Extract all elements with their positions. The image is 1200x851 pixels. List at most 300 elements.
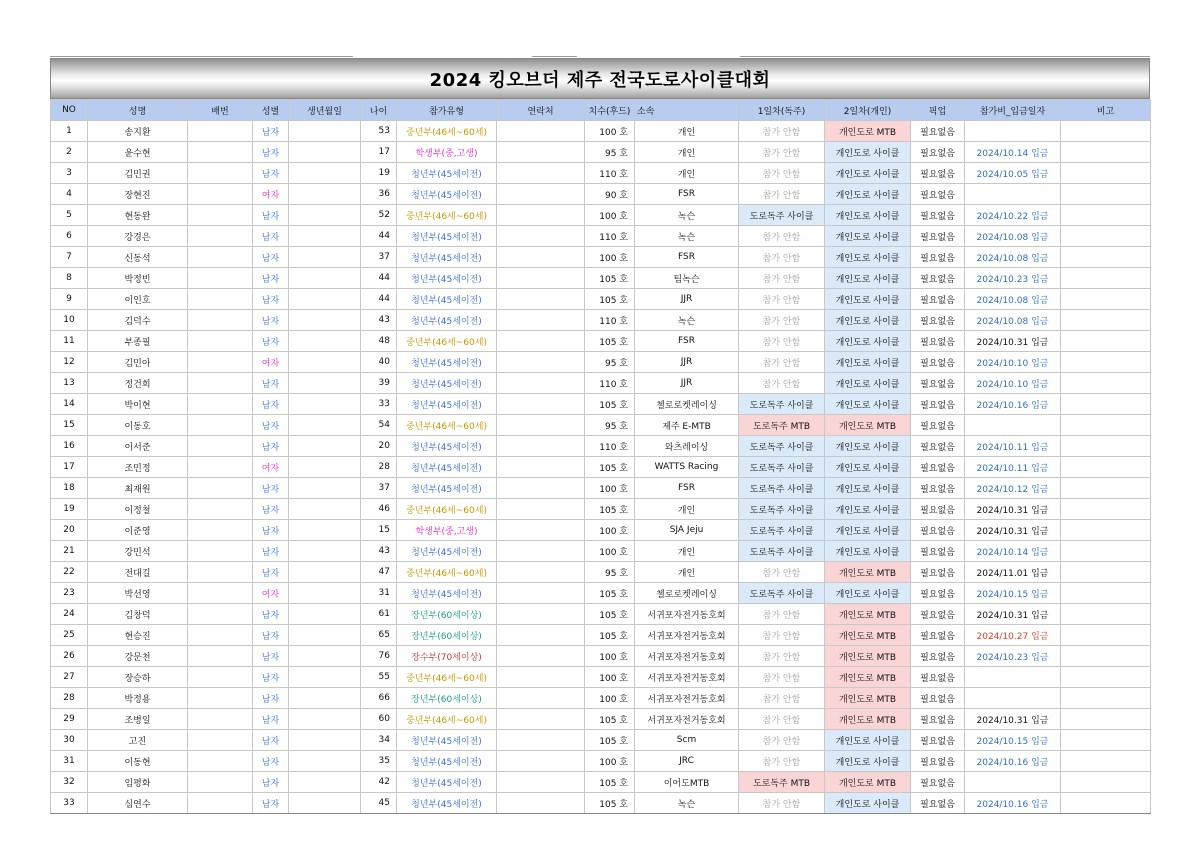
- pickup-cell: 필요없음: [911, 646, 965, 667]
- pickup-cell: 필요없음: [911, 247, 965, 268]
- age-cell: 19: [361, 163, 397, 184]
- name-cell: 전대길: [88, 562, 188, 583]
- day2-cell: 개인도로 사이클: [825, 226, 911, 247]
- birthdate-cell: [289, 667, 361, 688]
- age-cell: 35: [361, 751, 397, 772]
- bib-cell: [188, 289, 253, 310]
- day2-cell: 개인도로 사이클: [825, 142, 911, 163]
- table-row: [51, 772, 1151, 793]
- col-header-name: 성명: [88, 100, 188, 121]
- day2-cell: 개인도로 사이클: [825, 310, 911, 331]
- payment-cell: 2024/10.14 입금: [965, 541, 1061, 562]
- payment-cell: 2024/10.23 입금: [965, 268, 1061, 289]
- no-cell: 6: [51, 226, 88, 247]
- hood-size-cell: 105 호: [585, 604, 635, 625]
- pickup-cell: 필요없음: [911, 289, 965, 310]
- col-header-gender: 성별: [253, 100, 289, 121]
- birthdate-cell: [289, 352, 361, 373]
- name-cell: 이정철: [88, 499, 188, 520]
- name-cell: 김덕수: [88, 310, 188, 331]
- name-cell: 장승하: [88, 667, 188, 688]
- contact-cell: [497, 352, 585, 373]
- birthdate-cell: [289, 604, 361, 625]
- bib-cell: [188, 730, 253, 751]
- table-row: [51, 205, 1151, 226]
- gender-cell: 남자: [253, 688, 289, 709]
- no-cell: 28: [51, 688, 88, 709]
- name-cell: 이동현: [88, 751, 188, 772]
- no-cell: 17: [51, 457, 88, 478]
- bib-cell: [188, 268, 253, 289]
- age-cell: 45: [361, 793, 397, 814]
- bib-cell: [188, 478, 253, 499]
- contact-cell: [497, 142, 585, 163]
- contact-cell: [497, 184, 585, 205]
- birthdate-cell: [289, 331, 361, 352]
- birthdate-cell: [289, 625, 361, 646]
- birthdate-cell: [289, 583, 361, 604]
- day1-cell: 참가 안함: [739, 247, 825, 268]
- age-cell: 37: [361, 247, 397, 268]
- no-cell: 30: [51, 730, 88, 751]
- day1-cell: 도로독주 사이클: [739, 499, 825, 520]
- day1-cell: 도로독주 MTB: [739, 415, 825, 436]
- no-cell: 5: [51, 205, 88, 226]
- no-cell: 25: [51, 625, 88, 646]
- day2-cell: 개인도로 MTB: [825, 604, 911, 625]
- gender-cell: 남자: [253, 751, 289, 772]
- payment-cell: 2024/10.08 입금: [965, 289, 1061, 310]
- day1-cell: 도로독주 사이클: [739, 205, 825, 226]
- birthdate-cell: [289, 457, 361, 478]
- age-cell: 47: [361, 562, 397, 583]
- category-cell: 청년부(45세이전): [397, 541, 497, 562]
- payment-cell: 2024/10.08 입금: [965, 226, 1061, 247]
- gender-cell: 남자: [253, 331, 289, 352]
- no-cell: 29: [51, 709, 88, 730]
- club-cell: 개인: [635, 142, 739, 163]
- table-row: [51, 436, 1151, 457]
- club-cell: 개인: [635, 163, 739, 184]
- day1-cell: 도로독주 사이클: [739, 520, 825, 541]
- no-cell: 2: [51, 142, 88, 163]
- bib-cell: [188, 142, 253, 163]
- pickup-cell: 필요없음: [911, 667, 965, 688]
- day2-cell: 개인도로 사이클: [825, 520, 911, 541]
- bib-cell: [188, 415, 253, 436]
- day2-cell: 개인도로 사이클: [825, 331, 911, 352]
- hood-size-cell: 110 호: [585, 226, 635, 247]
- col-header-bib: 배번: [188, 100, 253, 121]
- payment-cell: 2024/10.08 입금: [965, 247, 1061, 268]
- notes-cell: [1061, 541, 1151, 562]
- age-cell: 33: [361, 394, 397, 415]
- bib-cell: [188, 163, 253, 184]
- notes-cell: [1061, 520, 1151, 541]
- table-row: [51, 709, 1151, 730]
- birthdate-cell: [289, 772, 361, 793]
- notes-cell: [1061, 772, 1151, 793]
- category-cell: 중년부(46세~60세): [397, 331, 497, 352]
- gender-cell: 남자: [253, 373, 289, 394]
- name-cell: 이서준: [88, 436, 188, 457]
- bib-cell: [188, 709, 253, 730]
- day1-cell: 참가 안함: [739, 646, 825, 667]
- day2-cell: 개인도로 MTB: [825, 625, 911, 646]
- day1-cell: 참가 안함: [739, 625, 825, 646]
- contact-cell: [497, 478, 585, 499]
- hood-size-cell: 105 호: [585, 772, 635, 793]
- table-row: [51, 730, 1151, 751]
- no-cell: 10: [51, 310, 88, 331]
- name-cell: 정건희: [88, 373, 188, 394]
- notes-cell: [1061, 331, 1151, 352]
- bib-cell: [188, 436, 253, 457]
- birthdate-cell: [289, 184, 361, 205]
- pickup-cell: 필요없음: [911, 688, 965, 709]
- payment-cell: 2024/10.15 입금: [965, 583, 1061, 604]
- col-header-notes: 비고: [1061, 100, 1151, 121]
- day1-cell: 참가 안함: [739, 268, 825, 289]
- hood-size-cell: 105 호: [585, 583, 635, 604]
- club-cell: JJR: [635, 289, 739, 310]
- hood-size-cell: 100 호: [585, 478, 635, 499]
- bib-cell: [188, 772, 253, 793]
- day1-cell: 참가 안함: [739, 373, 825, 394]
- gender-cell: 남자: [253, 247, 289, 268]
- gender-cell: 남자: [253, 142, 289, 163]
- payment-cell: 2024/10.11 입금: [965, 457, 1061, 478]
- day2-cell: 개인도로 사이클: [825, 163, 911, 184]
- contact-cell: [497, 520, 585, 541]
- notes-cell: [1061, 352, 1151, 373]
- contact-cell: [497, 289, 585, 310]
- hood-size-cell: 105 호: [585, 268, 635, 289]
- age-cell: 76: [361, 646, 397, 667]
- payment-cell: [965, 772, 1061, 793]
- pickup-cell: 필요없음: [911, 520, 965, 541]
- day1-cell: 참가 안함: [739, 352, 825, 373]
- category-cell: 중년부(46세~60세): [397, 205, 497, 226]
- name-cell: 신동석: [88, 247, 188, 268]
- no-cell: 8: [51, 268, 88, 289]
- age-cell: 17: [361, 142, 397, 163]
- table-row: [51, 121, 1151, 142]
- pickup-cell: 필요없음: [911, 310, 965, 331]
- gender-cell: 남자: [253, 289, 289, 310]
- category-cell: 청년부(45세이전): [397, 457, 497, 478]
- payment-cell: 2024/10.31 입금: [965, 499, 1061, 520]
- birthdate-cell: [289, 478, 361, 499]
- birthdate-cell: [289, 520, 361, 541]
- day2-cell: 개인도로 사이클: [825, 394, 911, 415]
- bib-cell: [188, 184, 253, 205]
- age-cell: 54: [361, 415, 397, 436]
- no-cell: 32: [51, 772, 88, 793]
- contact-cell: [497, 730, 585, 751]
- contact-cell: [497, 373, 585, 394]
- day2-cell: 개인도로 사이클: [825, 583, 911, 604]
- day1-cell: 도로독주 사이클: [739, 457, 825, 478]
- category-cell: 청년부(45세이전): [397, 184, 497, 205]
- no-cell: 23: [51, 583, 88, 604]
- birthdate-cell: [289, 793, 361, 814]
- contact-cell: [497, 772, 585, 793]
- name-cell: 윤수현: [88, 142, 188, 163]
- no-cell: 7: [51, 247, 88, 268]
- name-cell: 조민정: [88, 457, 188, 478]
- table-row: [51, 520, 1151, 541]
- category-cell: 장수부(70세이상): [397, 646, 497, 667]
- name-cell: 장현진: [88, 184, 188, 205]
- contact-cell: [497, 436, 585, 457]
- day1-cell: 참가 안함: [739, 163, 825, 184]
- day1-cell: 도로독주 사이클: [739, 394, 825, 415]
- pickup-cell: 필요없음: [911, 541, 965, 562]
- name-cell: 이인호: [88, 289, 188, 310]
- day2-cell: 개인도로 MTB: [825, 646, 911, 667]
- age-cell: 36: [361, 184, 397, 205]
- notes-cell: [1061, 709, 1151, 730]
- club-cell: FSR: [635, 331, 739, 352]
- pickup-cell: 필요없음: [911, 793, 965, 814]
- pickup-cell: 필요없음: [911, 394, 965, 415]
- contact-cell: [497, 331, 585, 352]
- birthdate-cell: [289, 373, 361, 394]
- col-header-day2: 2일차(개인): [825, 100, 911, 121]
- name-cell: 박정용: [88, 688, 188, 709]
- category-cell: 청년부(45세이전): [397, 268, 497, 289]
- registration-sheet: [50, 58, 1150, 814]
- payment-cell: 2024/10.31 입금: [965, 604, 1061, 625]
- bib-cell: [188, 121, 253, 142]
- table-row: [51, 163, 1151, 184]
- category-cell: 학생부(중,고생): [397, 520, 497, 541]
- pickup-cell: 필요없음: [911, 562, 965, 583]
- table-row: [51, 541, 1151, 562]
- pickup-cell: 필요없음: [911, 415, 965, 436]
- day1-cell: 참가 안함: [739, 751, 825, 772]
- club-cell: 첼로로켓레이싱: [635, 394, 739, 415]
- notes-cell: [1061, 142, 1151, 163]
- category-cell: 학생부(중,고생): [397, 142, 497, 163]
- contact-cell: [497, 541, 585, 562]
- col-header-pickup: 픽업: [911, 100, 965, 121]
- category-cell: 청년부(45세이전): [397, 583, 497, 604]
- payment-cell: 2024/10.16 입금: [965, 394, 1061, 415]
- day2-cell: 개인도로 사이클: [825, 541, 911, 562]
- table-row: [51, 331, 1151, 352]
- bib-cell: [188, 247, 253, 268]
- age-cell: 44: [361, 289, 397, 310]
- club-cell: 개인: [635, 499, 739, 520]
- table-row: [51, 373, 1151, 394]
- notes-cell: [1061, 415, 1151, 436]
- category-cell: 청년부(45세이전): [397, 373, 497, 394]
- table-row: [51, 394, 1151, 415]
- age-cell: 39: [361, 373, 397, 394]
- notes-cell: [1061, 604, 1151, 625]
- gender-cell: 여자: [253, 184, 289, 205]
- table-row: [51, 625, 1151, 646]
- notes-cell: [1061, 583, 1151, 604]
- no-cell: 13: [51, 373, 88, 394]
- no-cell: 12: [51, 352, 88, 373]
- pickup-cell: 필요없음: [911, 457, 965, 478]
- pickup-cell: 필요없음: [911, 142, 965, 163]
- table-row: [51, 751, 1151, 772]
- notes-cell: [1061, 730, 1151, 751]
- gender-cell: 남자: [253, 163, 289, 184]
- pickup-cell: 필요없음: [911, 583, 965, 604]
- bib-cell: [188, 226, 253, 247]
- pickup-cell: 필요없음: [911, 163, 965, 184]
- table-row: [51, 646, 1151, 667]
- day2-cell: 개인도로 사이클: [825, 205, 911, 226]
- club-cell: FSR: [635, 478, 739, 499]
- age-cell: 43: [361, 310, 397, 331]
- day2-cell: 개인도로 사이클: [825, 751, 911, 772]
- category-cell: 중년부(46세~60세): [397, 121, 497, 142]
- birthdate-cell: [289, 436, 361, 457]
- club-cell: 녹슨: [635, 793, 739, 814]
- notes-cell: [1061, 688, 1151, 709]
- name-cell: 임평화: [88, 772, 188, 793]
- payment-cell: 2024/10.15 입금: [965, 730, 1061, 751]
- day2-cell: 개인도로 MTB: [825, 709, 911, 730]
- hood-size-cell: 105 호: [585, 730, 635, 751]
- contact-cell: [497, 667, 585, 688]
- club-cell: 이어도MTB: [635, 772, 739, 793]
- age-cell: 60: [361, 709, 397, 730]
- col-header-contact: 연락처: [497, 100, 585, 121]
- hood-size-cell: 100 호: [585, 205, 635, 226]
- hood-size-cell: 105 호: [585, 457, 635, 478]
- contact-cell: [497, 751, 585, 772]
- birthdate-cell: [289, 310, 361, 331]
- notes-cell: [1061, 625, 1151, 646]
- name-cell: 강경은: [88, 226, 188, 247]
- club-cell: 첼로로켓레이싱: [635, 583, 739, 604]
- pickup-cell: 필요없음: [911, 604, 965, 625]
- club-cell: FSR: [635, 184, 739, 205]
- gender-cell: 남자: [253, 541, 289, 562]
- bib-cell: [188, 331, 253, 352]
- col-header-age: 나이: [361, 100, 397, 121]
- age-cell: 40: [361, 352, 397, 373]
- pickup-cell: 필요없음: [911, 121, 965, 142]
- col-header-no: NO: [51, 100, 88, 121]
- day1-cell: 참가 안함: [739, 226, 825, 247]
- day1-cell: 참가 안함: [739, 562, 825, 583]
- hood-size-cell: 110 호: [585, 163, 635, 184]
- day2-cell: 개인도로 사이클: [825, 436, 911, 457]
- sheet-title: 2024 킹오브더 제주 전국도로사이클대회: [50, 58, 1150, 99]
- club-cell: JJR: [635, 352, 739, 373]
- hood-size-cell: 105 호: [585, 709, 635, 730]
- gender-cell: 남자: [253, 205, 289, 226]
- top-rule-left: [50, 56, 353, 57]
- birthdate-cell: [289, 142, 361, 163]
- age-cell: 55: [361, 667, 397, 688]
- bib-cell: [188, 352, 253, 373]
- age-cell: 20: [361, 436, 397, 457]
- day2-cell: 개인도로 사이클: [825, 457, 911, 478]
- table-row: [51, 142, 1151, 163]
- age-cell: 65: [361, 625, 397, 646]
- birthdate-cell: [289, 709, 361, 730]
- no-cell: 4: [51, 184, 88, 205]
- name-cell: 고진: [88, 730, 188, 751]
- no-cell: 18: [51, 478, 88, 499]
- payment-cell: [965, 184, 1061, 205]
- table-row: [51, 184, 1151, 205]
- club-cell: 서귀포자전거동호회: [635, 625, 739, 646]
- payment-cell: 2024/10.31 입금: [965, 331, 1061, 352]
- name-cell: 부종필: [88, 331, 188, 352]
- bib-cell: [188, 520, 253, 541]
- gender-cell: 남자: [253, 436, 289, 457]
- notes-cell: [1061, 205, 1151, 226]
- name-cell: 박정빈: [88, 268, 188, 289]
- table-row: [51, 499, 1151, 520]
- name-cell: 최재원: [88, 478, 188, 499]
- contact-cell: [497, 121, 585, 142]
- table-row: [51, 583, 1151, 604]
- category-cell: 청년부(45세이전): [397, 310, 497, 331]
- gender-cell: 남자: [253, 562, 289, 583]
- category-cell: 청년부(45세이전): [397, 772, 497, 793]
- gender-cell: 남자: [253, 604, 289, 625]
- day1-cell: 도로독주 사이클: [739, 583, 825, 604]
- hood-size-cell: 110 호: [585, 436, 635, 457]
- day1-cell: 참가 안함: [739, 184, 825, 205]
- club-cell: 서귀포자전거동호회: [635, 667, 739, 688]
- payment-cell: 2024/10.16 입금: [965, 793, 1061, 814]
- birthdate-cell: [289, 289, 361, 310]
- gender-cell: 여자: [253, 352, 289, 373]
- day2-cell: 개인도로 MTB: [825, 121, 911, 142]
- hood-size-cell: 100 호: [585, 688, 635, 709]
- top-rule-right: [740, 56, 1150, 57]
- gender-cell: 남자: [253, 310, 289, 331]
- contact-cell: [497, 226, 585, 247]
- bib-cell: [188, 688, 253, 709]
- age-cell: 34: [361, 730, 397, 751]
- name-cell: 현동완: [88, 205, 188, 226]
- name-cell: 김민권: [88, 163, 188, 184]
- hood-size-cell: 100 호: [585, 247, 635, 268]
- table-row: [51, 289, 1151, 310]
- club-cell: 서귀포자전거동호회: [635, 604, 739, 625]
- notes-cell: [1061, 751, 1151, 772]
- name-cell: 현승진: [88, 625, 188, 646]
- contact-cell: [497, 205, 585, 226]
- day1-cell: 도로독주 사이클: [739, 541, 825, 562]
- pickup-cell: 필요없음: [911, 268, 965, 289]
- bib-cell: [188, 457, 253, 478]
- pickup-cell: 필요없음: [911, 499, 965, 520]
- name-cell: 박이현: [88, 394, 188, 415]
- birthdate-cell: [289, 688, 361, 709]
- age-cell: 61: [361, 604, 397, 625]
- category-cell: 청년부(45세이전): [397, 478, 497, 499]
- hood-size-cell: 95 호: [585, 352, 635, 373]
- category-cell: 청년부(45세이전): [397, 751, 497, 772]
- notes-cell: [1061, 289, 1151, 310]
- pickup-cell: 필요없음: [911, 331, 965, 352]
- no-cell: 16: [51, 436, 88, 457]
